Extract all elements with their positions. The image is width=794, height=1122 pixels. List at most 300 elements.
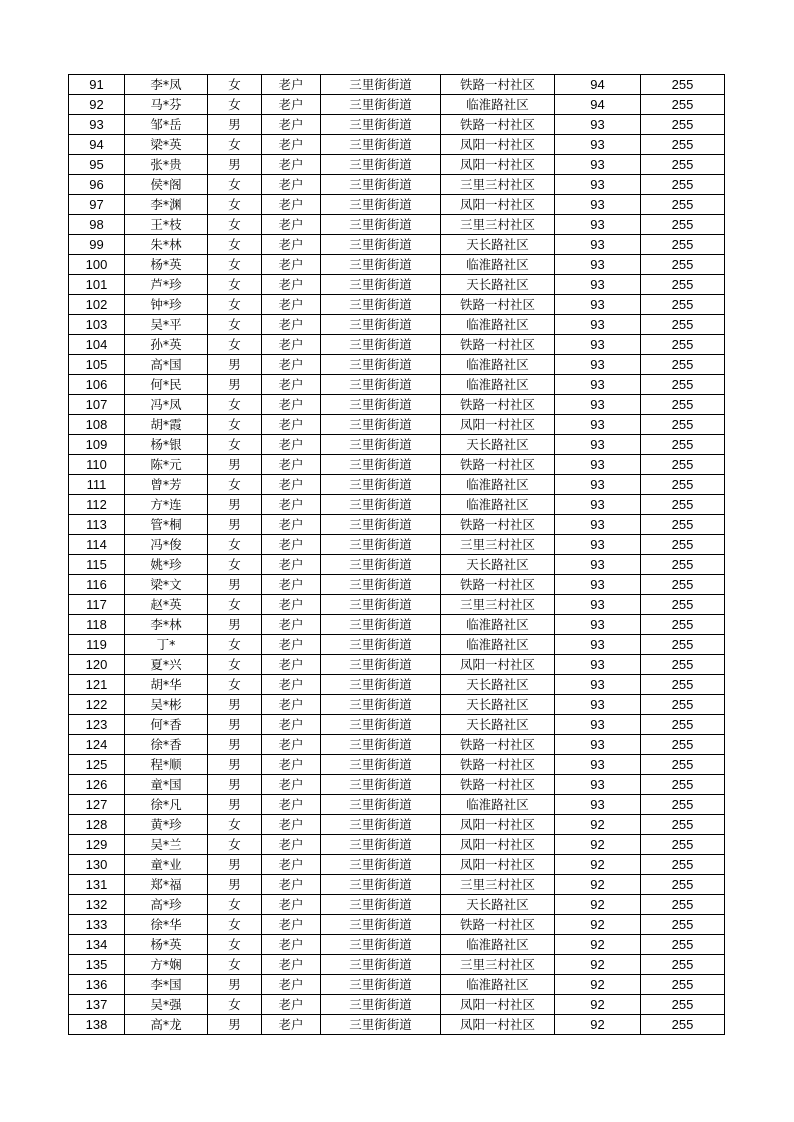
street-cell: 三里街街道 xyxy=(321,535,441,555)
row-number: 121 xyxy=(69,675,125,695)
name-cell: 冯*凤 xyxy=(125,395,208,415)
table-row xyxy=(69,675,725,695)
gender-cell: 女 xyxy=(208,835,262,855)
street-cell: 三里街街道 xyxy=(321,175,441,195)
row-number: 102 xyxy=(69,295,125,315)
table-row xyxy=(69,755,725,775)
points-cell: 255 xyxy=(641,435,725,455)
points-cell: 255 xyxy=(641,575,725,595)
name-cell: 夏*兴 xyxy=(125,655,208,675)
community-cell: 凤阳一村社区 xyxy=(441,195,555,215)
gender-cell: 男 xyxy=(208,1015,262,1035)
row-number: 129 xyxy=(69,835,125,855)
score-cell: 92 xyxy=(555,855,641,875)
household-type-cell: 老户 xyxy=(262,95,321,115)
street-cell: 三里街街道 xyxy=(321,135,441,155)
row-number: 103 xyxy=(69,315,125,335)
score-cell: 92 xyxy=(555,1015,641,1035)
points-cell: 255 xyxy=(641,415,725,435)
name-cell: 李*国 xyxy=(125,975,208,995)
community-cell: 铁路一村社区 xyxy=(441,575,555,595)
household-type-cell: 老户 xyxy=(262,315,321,335)
gender-cell: 女 xyxy=(208,995,262,1015)
street-cell: 三里街街道 xyxy=(321,335,441,355)
points-cell: 255 xyxy=(641,795,725,815)
gender-cell: 女 xyxy=(208,535,262,555)
household-type-cell: 老户 xyxy=(262,855,321,875)
street-cell: 三里街街道 xyxy=(321,915,441,935)
household-type-cell: 老户 xyxy=(262,995,321,1015)
table-row xyxy=(69,195,725,215)
points-cell: 255 xyxy=(641,655,725,675)
household-type-cell: 老户 xyxy=(262,1015,321,1035)
street-cell: 三里街街道 xyxy=(321,395,441,415)
score-cell: 93 xyxy=(555,615,641,635)
household-type-cell: 老户 xyxy=(262,335,321,355)
gender-cell: 女 xyxy=(208,915,262,935)
household-type-cell: 老户 xyxy=(262,795,321,815)
points-cell: 255 xyxy=(641,995,725,1015)
community-cell: 铁路一村社区 xyxy=(441,335,555,355)
household-type-cell: 老户 xyxy=(262,715,321,735)
name-cell: 孙*英 xyxy=(125,335,208,355)
community-cell: 天长路社区 xyxy=(441,235,555,255)
row-number: 106 xyxy=(69,375,125,395)
street-cell: 三里街街道 xyxy=(321,95,441,115)
points-cell: 255 xyxy=(641,315,725,335)
gender-cell: 男 xyxy=(208,735,262,755)
points-cell: 255 xyxy=(641,935,725,955)
community-cell: 铁路一村社区 xyxy=(441,295,555,315)
name-cell: 杨*英 xyxy=(125,935,208,955)
table-row xyxy=(69,875,725,895)
household-type-cell: 老户 xyxy=(262,515,321,535)
household-type-cell: 老户 xyxy=(262,495,321,515)
points-cell: 255 xyxy=(641,915,725,935)
table-row xyxy=(69,975,725,995)
table-row xyxy=(69,275,725,295)
row-number: 123 xyxy=(69,715,125,735)
score-cell: 93 xyxy=(555,315,641,335)
household-type-cell: 老户 xyxy=(262,535,321,555)
points-cell: 255 xyxy=(641,115,725,135)
street-cell: 三里街街道 xyxy=(321,355,441,375)
household-type-cell: 老户 xyxy=(262,455,321,475)
points-cell: 255 xyxy=(641,715,725,735)
community-cell: 凤阳一村社区 xyxy=(441,855,555,875)
row-number: 98 xyxy=(69,215,125,235)
name-cell: 吴*彬 xyxy=(125,695,208,715)
street-cell: 三里街街道 xyxy=(321,295,441,315)
points-cell: 255 xyxy=(641,495,725,515)
row-number: 114 xyxy=(69,535,125,555)
row-number: 96 xyxy=(69,175,125,195)
household-type-cell: 老户 xyxy=(262,395,321,415)
row-number: 135 xyxy=(69,955,125,975)
name-cell: 李*凤 xyxy=(125,75,208,95)
row-number: 95 xyxy=(69,155,125,175)
row-number: 136 xyxy=(69,975,125,995)
table-row xyxy=(69,575,725,595)
street-cell: 三里街街道 xyxy=(321,515,441,535)
name-cell: 曾*芳 xyxy=(125,475,208,495)
community-cell: 临淮路社区 xyxy=(441,615,555,635)
score-cell: 93 xyxy=(555,435,641,455)
gender-cell: 女 xyxy=(208,255,262,275)
table-row xyxy=(69,815,725,835)
table-row xyxy=(69,475,725,495)
community-cell: 凤阳一村社区 xyxy=(441,1015,555,1035)
household-type-cell: 老户 xyxy=(262,475,321,495)
points-cell: 255 xyxy=(641,195,725,215)
row-number: 126 xyxy=(69,775,125,795)
household-type-cell: 老户 xyxy=(262,275,321,295)
table-row xyxy=(69,135,725,155)
table-row xyxy=(69,955,725,975)
gender-cell: 女 xyxy=(208,315,262,335)
community-cell: 凤阳一村社区 xyxy=(441,655,555,675)
table-row xyxy=(69,255,725,275)
gender-cell: 男 xyxy=(208,115,262,135)
points-cell: 255 xyxy=(641,855,725,875)
score-cell: 93 xyxy=(555,515,641,535)
table-row xyxy=(69,935,725,955)
points-cell: 255 xyxy=(641,755,725,775)
row-number: 93 xyxy=(69,115,125,135)
household-type-cell: 老户 xyxy=(262,555,321,575)
name-cell: 何*民 xyxy=(125,375,208,395)
household-type-cell: 老户 xyxy=(262,835,321,855)
row-number: 99 xyxy=(69,235,125,255)
row-number: 111 xyxy=(69,475,125,495)
community-cell: 铁路一村社区 xyxy=(441,755,555,775)
points-cell: 255 xyxy=(641,175,725,195)
score-cell: 94 xyxy=(555,95,641,115)
score-cell: 93 xyxy=(555,235,641,255)
name-cell: 朱*林 xyxy=(125,235,208,255)
street-cell: 三里街街道 xyxy=(321,275,441,295)
street-cell: 三里街街道 xyxy=(321,695,441,715)
street-cell: 三里街街道 xyxy=(321,595,441,615)
street-cell: 三里街街道 xyxy=(321,675,441,695)
gender-cell: 女 xyxy=(208,815,262,835)
points-cell: 255 xyxy=(641,895,725,915)
household-type-cell: 老户 xyxy=(262,135,321,155)
table-row xyxy=(69,915,725,935)
household-type-cell: 老户 xyxy=(262,575,321,595)
household-type-cell: 老户 xyxy=(262,215,321,235)
street-cell: 三里街街道 xyxy=(321,235,441,255)
points-cell: 255 xyxy=(641,535,725,555)
row-number: 119 xyxy=(69,635,125,655)
household-type-cell: 老户 xyxy=(262,295,321,315)
name-cell: 徐*华 xyxy=(125,915,208,935)
row-number: 120 xyxy=(69,655,125,675)
row-number: 132 xyxy=(69,895,125,915)
community-cell: 临淮路社区 xyxy=(441,355,555,375)
gender-cell: 男 xyxy=(208,155,262,175)
score-cell: 93 xyxy=(555,115,641,135)
name-cell: 高*珍 xyxy=(125,895,208,915)
street-cell: 三里街街道 xyxy=(321,575,441,595)
street-cell: 三里街街道 xyxy=(321,955,441,975)
street-cell: 三里街街道 xyxy=(321,775,441,795)
table-row xyxy=(69,415,725,435)
name-cell: 胡*霞 xyxy=(125,415,208,435)
row-number: 118 xyxy=(69,615,125,635)
gender-cell: 男 xyxy=(208,695,262,715)
score-cell: 93 xyxy=(555,495,641,515)
community-cell: 临淮路社区 xyxy=(441,975,555,995)
name-cell: 杨*英 xyxy=(125,255,208,275)
name-cell: 郑*福 xyxy=(125,875,208,895)
table-row xyxy=(69,375,725,395)
street-cell: 三里街街道 xyxy=(321,115,441,135)
community-cell: 临淮路社区 xyxy=(441,475,555,495)
community-cell: 三里三村社区 xyxy=(441,215,555,235)
score-cell: 93 xyxy=(555,775,641,795)
gender-cell: 女 xyxy=(208,935,262,955)
name-cell: 何*香 xyxy=(125,715,208,735)
score-cell: 93 xyxy=(555,135,641,155)
table-row xyxy=(69,95,725,115)
score-cell: 92 xyxy=(555,815,641,835)
name-cell: 冯*俊 xyxy=(125,535,208,555)
name-cell: 吴*强 xyxy=(125,995,208,1015)
street-cell: 三里街街道 xyxy=(321,975,441,995)
street-cell: 三里街街道 xyxy=(321,715,441,735)
street-cell: 三里街街道 xyxy=(321,615,441,635)
row-number: 94 xyxy=(69,135,125,155)
community-cell: 凤阳一村社区 xyxy=(441,815,555,835)
gender-cell: 女 xyxy=(208,655,262,675)
table-row xyxy=(69,395,725,415)
gender-cell: 女 xyxy=(208,195,262,215)
points-cell: 255 xyxy=(641,775,725,795)
points-cell: 255 xyxy=(641,675,725,695)
score-cell: 93 xyxy=(555,175,641,195)
table-row xyxy=(69,455,725,475)
community-cell: 凤阳一村社区 xyxy=(441,415,555,435)
gender-cell: 女 xyxy=(208,415,262,435)
score-cell: 93 xyxy=(555,655,641,675)
row-number: 100 xyxy=(69,255,125,275)
community-cell: 铁路一村社区 xyxy=(441,395,555,415)
gender-cell: 女 xyxy=(208,295,262,315)
row-number: 134 xyxy=(69,935,125,955)
records-table-body xyxy=(69,75,725,1035)
row-number: 113 xyxy=(69,515,125,535)
name-cell: 徐*凡 xyxy=(125,795,208,815)
row-number: 125 xyxy=(69,755,125,775)
table-row xyxy=(69,895,725,915)
community-cell: 天长路社区 xyxy=(441,435,555,455)
row-number: 109 xyxy=(69,435,125,455)
table-row xyxy=(69,435,725,455)
score-cell: 92 xyxy=(555,835,641,855)
gender-cell: 女 xyxy=(208,955,262,975)
gender-cell: 女 xyxy=(208,595,262,615)
name-cell: 吴*兰 xyxy=(125,835,208,855)
table-row xyxy=(69,595,725,615)
row-number: 133 xyxy=(69,915,125,935)
name-cell: 童*国 xyxy=(125,775,208,795)
score-cell: 93 xyxy=(555,155,641,175)
street-cell: 三里街街道 xyxy=(321,895,441,915)
row-number: 131 xyxy=(69,875,125,895)
community-cell: 铁路一村社区 xyxy=(441,915,555,935)
household-type-cell: 老户 xyxy=(262,915,321,935)
score-cell: 93 xyxy=(555,375,641,395)
points-cell: 255 xyxy=(641,955,725,975)
score-cell: 94 xyxy=(555,75,641,95)
score-cell: 93 xyxy=(555,595,641,615)
gender-cell: 男 xyxy=(208,615,262,635)
community-cell: 天长路社区 xyxy=(441,695,555,715)
community-cell: 铁路一村社区 xyxy=(441,75,555,95)
gender-cell: 男 xyxy=(208,975,262,995)
points-cell: 255 xyxy=(641,515,725,535)
gender-cell: 女 xyxy=(208,895,262,915)
score-cell: 93 xyxy=(555,195,641,215)
score-cell: 93 xyxy=(555,675,641,695)
score-cell: 93 xyxy=(555,335,641,355)
points-cell: 255 xyxy=(641,815,725,835)
name-cell: 侯*阁 xyxy=(125,175,208,195)
score-cell: 93 xyxy=(555,715,641,735)
name-cell: 钟*珍 xyxy=(125,295,208,315)
table-row xyxy=(69,1015,725,1035)
table-row xyxy=(69,775,725,795)
community-cell: 天长路社区 xyxy=(441,895,555,915)
household-type-cell: 老户 xyxy=(262,75,321,95)
name-cell: 李*林 xyxy=(125,615,208,635)
community-cell: 铁路一村社区 xyxy=(441,115,555,135)
row-number: 110 xyxy=(69,455,125,475)
community-cell: 临淮路社区 xyxy=(441,315,555,335)
community-cell: 铁路一村社区 xyxy=(441,735,555,755)
score-cell: 93 xyxy=(555,415,641,435)
gender-cell: 男 xyxy=(208,495,262,515)
household-type-cell: 老户 xyxy=(262,375,321,395)
name-cell: 陈*元 xyxy=(125,455,208,475)
name-cell: 梁*英 xyxy=(125,135,208,155)
gender-cell: 男 xyxy=(208,515,262,535)
table-row xyxy=(69,635,725,655)
row-number: 117 xyxy=(69,595,125,615)
household-type-cell: 老户 xyxy=(262,635,321,655)
table-row xyxy=(69,315,725,335)
name-cell: 管*桐 xyxy=(125,515,208,535)
household-type-cell: 老户 xyxy=(262,675,321,695)
gender-cell: 男 xyxy=(208,755,262,775)
street-cell: 三里街街道 xyxy=(321,1015,441,1035)
household-type-cell: 老户 xyxy=(262,815,321,835)
community-cell: 临淮路社区 xyxy=(441,935,555,955)
community-cell: 临淮路社区 xyxy=(441,495,555,515)
gender-cell: 女 xyxy=(208,175,262,195)
street-cell: 三里街街道 xyxy=(321,555,441,575)
score-cell: 92 xyxy=(555,895,641,915)
table-row xyxy=(69,615,725,635)
name-cell: 童*业 xyxy=(125,855,208,875)
community-cell: 三里三村社区 xyxy=(441,875,555,895)
table-row xyxy=(69,655,725,675)
points-cell: 255 xyxy=(641,95,725,115)
name-cell: 梁*文 xyxy=(125,575,208,595)
community-cell: 临淮路社区 xyxy=(441,375,555,395)
household-type-cell: 老户 xyxy=(262,735,321,755)
community-cell: 凤阳一村社区 xyxy=(441,995,555,1015)
household-type-cell: 老户 xyxy=(262,775,321,795)
row-number: 91 xyxy=(69,75,125,95)
name-cell: 高*龙 xyxy=(125,1015,208,1035)
table-row xyxy=(69,175,725,195)
table-row xyxy=(69,295,725,315)
household-type-cell: 老户 xyxy=(262,255,321,275)
row-number: 105 xyxy=(69,355,125,375)
street-cell: 三里街街道 xyxy=(321,635,441,655)
row-number: 108 xyxy=(69,415,125,435)
points-cell: 255 xyxy=(641,135,725,155)
gender-cell: 男 xyxy=(208,875,262,895)
community-cell: 临淮路社区 xyxy=(441,255,555,275)
score-cell: 93 xyxy=(555,475,641,495)
gender-cell: 女 xyxy=(208,215,262,235)
household-type-cell: 老户 xyxy=(262,655,321,675)
community-cell: 三里三村社区 xyxy=(441,595,555,615)
table-row xyxy=(69,115,725,135)
table-row xyxy=(69,715,725,735)
points-cell: 255 xyxy=(641,635,725,655)
score-cell: 93 xyxy=(555,735,641,755)
household-type-cell: 老户 xyxy=(262,955,321,975)
points-cell: 255 xyxy=(641,975,725,995)
points-cell: 255 xyxy=(641,335,725,355)
street-cell: 三里街街道 xyxy=(321,195,441,215)
row-number: 128 xyxy=(69,815,125,835)
score-cell: 93 xyxy=(555,555,641,575)
community-cell: 凤阳一村社区 xyxy=(441,835,555,855)
street-cell: 三里街街道 xyxy=(321,835,441,855)
household-type-cell: 老户 xyxy=(262,435,321,455)
gender-cell: 女 xyxy=(208,95,262,115)
community-cell: 三里三村社区 xyxy=(441,175,555,195)
gender-cell: 女 xyxy=(208,395,262,415)
household-type-cell: 老户 xyxy=(262,235,321,255)
gender-cell: 女 xyxy=(208,635,262,655)
street-cell: 三里街街道 xyxy=(321,755,441,775)
score-cell: 92 xyxy=(555,875,641,895)
table-row xyxy=(69,515,725,535)
street-cell: 三里街街道 xyxy=(321,415,441,435)
name-cell: 王*枝 xyxy=(125,215,208,235)
row-number: 130 xyxy=(69,855,125,875)
table-row xyxy=(69,795,725,815)
score-cell: 92 xyxy=(555,915,641,935)
community-cell: 天长路社区 xyxy=(441,555,555,575)
name-cell: 胡*华 xyxy=(125,675,208,695)
street-cell: 三里街街道 xyxy=(321,815,441,835)
name-cell: 方*连 xyxy=(125,495,208,515)
score-cell: 92 xyxy=(555,935,641,955)
street-cell: 三里街街道 xyxy=(321,995,441,1015)
row-number: 122 xyxy=(69,695,125,715)
points-cell: 255 xyxy=(641,615,725,635)
score-cell: 92 xyxy=(555,975,641,995)
community-cell: 三里三村社区 xyxy=(441,955,555,975)
community-cell: 天长路社区 xyxy=(441,275,555,295)
